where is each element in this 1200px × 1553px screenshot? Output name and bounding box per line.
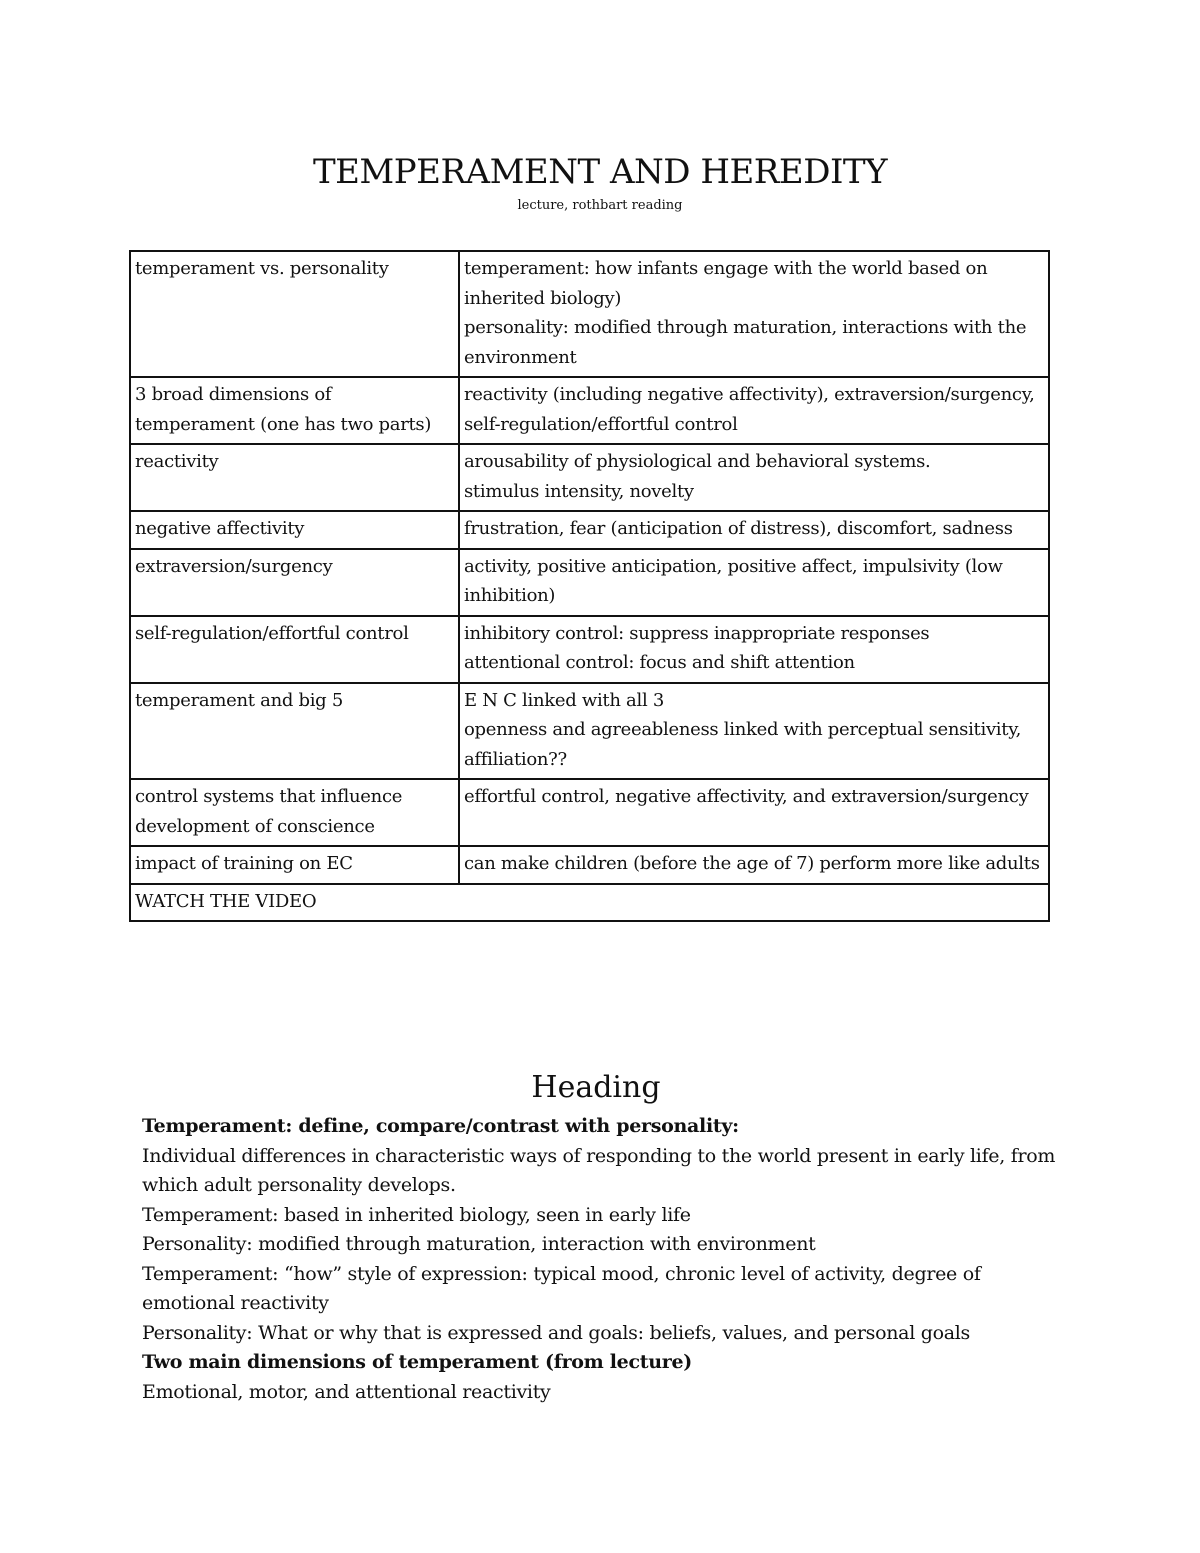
term-cell: 3 broad dimensions of temperament (one has two parts) [130,377,459,444]
definition-cell: inhibitory control: suppress inappropriate responses attentional control: focus and shift attention [459,616,1049,683]
paragraph: Temperament: “how” style of expression: typical mood, chronic level of activity, degree of emotional reactivity [142,1262,981,1314]
table-footer-row [130,884,1049,922]
term-cell: impact of training on EC [130,846,459,884]
paragraph: Personality: modified through maturation, interaction with environment [142,1233,816,1255]
section-body [142,1112,1062,1407]
term-cell: reactivity [130,444,459,511]
table-row [130,779,1049,846]
term-cell: control systems that influence development of conscience [130,779,459,846]
term-cell: negative affectivity [130,511,459,549]
paragraph: Temperament: define, compare/contrast with personality: [142,1115,739,1137]
table-row [130,549,1049,616]
definition-cell: can make children (before the age of 7) perform more like adults [459,846,1049,884]
definition-cell: effortful control, negative affectivity, and extraversion/surgency [459,779,1049,846]
term-cell: temperament and big 5 [130,683,459,780]
paragraph: Emotional, motor, and attentional reactivity [142,1380,551,1403]
table-row [130,251,1049,377]
definition-cell: frustration, fear (anticipation of distress), discomfort, sadness [459,511,1049,549]
definition-cell: activity, positive anticipation, positive affect, impulsivity (low inhibition) [459,549,1049,616]
document-subtitle: lecture, rothbart reading [517,198,683,213]
definition-cell: temperament: how infants engage with the world based on inherited biology) personality: modified through maturation, interactions with the environment [459,251,1049,377]
section-heading: Heading [531,1070,661,1105]
table-row [130,511,1049,549]
term-cell: self-regulation/effortful control [130,616,459,683]
table-row [130,846,1049,884]
definition-cell: arousability of physiological and behavioral systems. stimulus intensity, novelty [459,444,1049,511]
paragraph: Temperament: based in inherited biology, seen in early life [142,1203,691,1226]
notes-table-body [130,251,1049,921]
definition-cell: reactivity (including negative affectivity), extraversion/surgency, self-regulation/effortful control [459,377,1049,444]
table-row [130,444,1049,511]
document-title: TEMPERAMENT AND HEREDITY [312,152,888,192]
definition-cell: E N C linked with all 3 openness and agreeableness linked with perceptual sensitivity, affiliation?? [459,683,1049,780]
table-row [130,616,1049,683]
table-footer-cell: WATCH THE VIDEO [130,884,1049,922]
term-cell: extraversion/surgency [130,549,459,616]
notes-table [129,250,1050,922]
table-row [130,377,1049,444]
table-row [130,683,1049,780]
paragraph: Two main dimensions of temperament (from lecture) [142,1351,692,1373]
paragraph: Personality: What or why that is expressed and goals: beliefs, values, and personal goals [142,1321,970,1344]
paragraph: Individual differences in characteristic ways of responding to the world present in early life, from which adult personality develops. [142,1144,1056,1196]
term-cell: temperament vs. personality [130,251,459,377]
